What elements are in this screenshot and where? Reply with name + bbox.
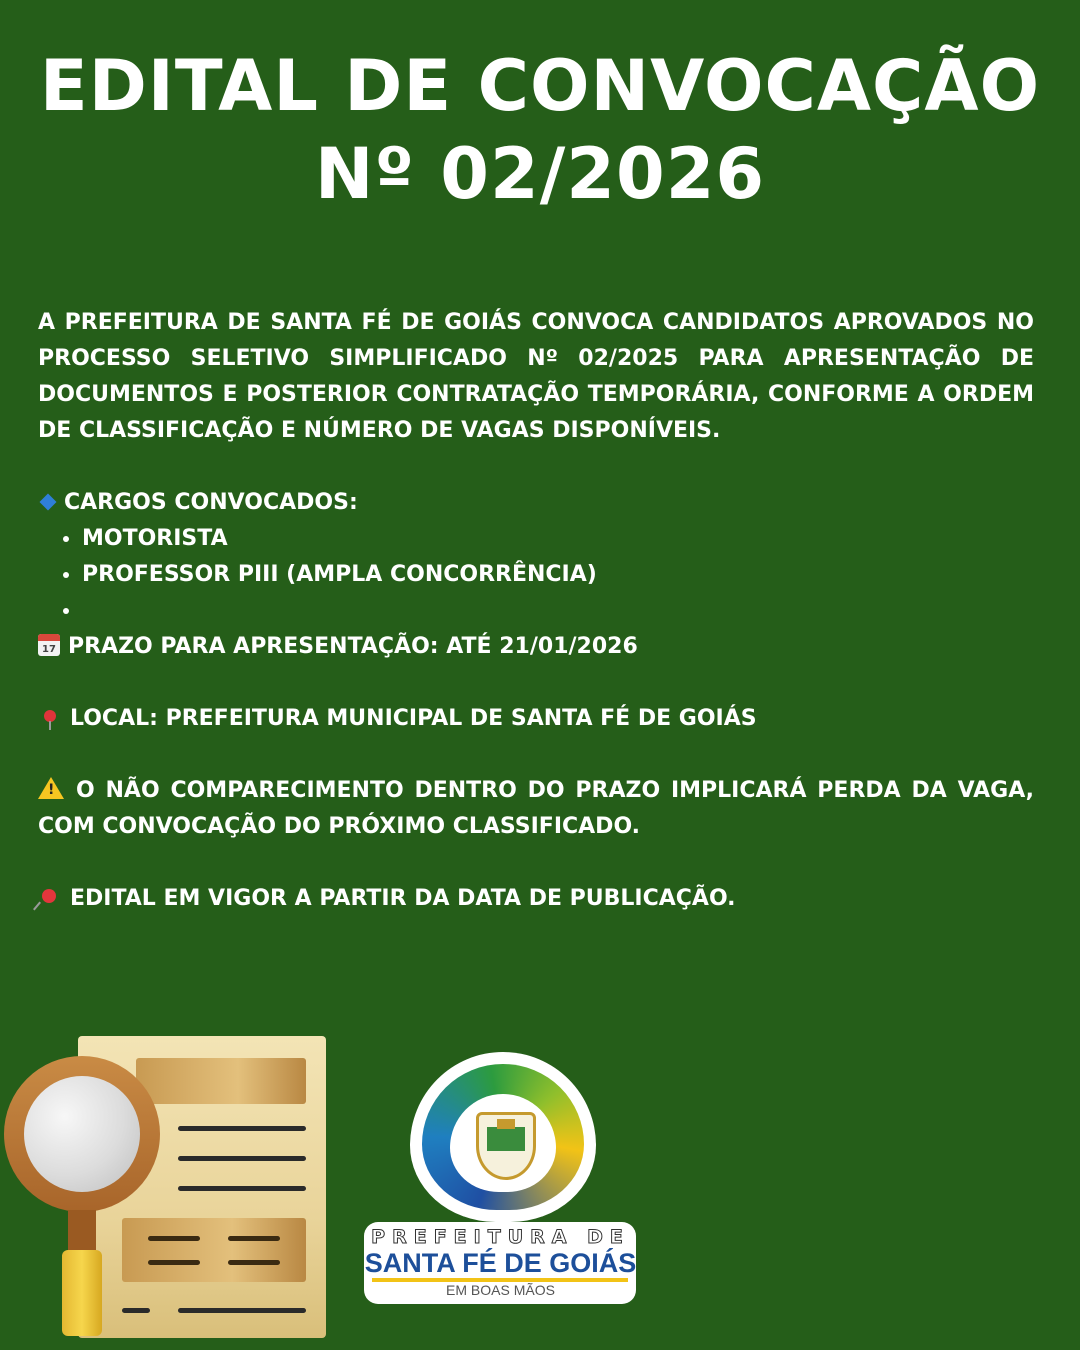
cargos-list [38, 521, 1034, 629]
calendar-icon [38, 634, 60, 656]
title-line-2: Nº 02/2026 [314, 133, 766, 215]
logo-line-1: PREFEITURA DE [371, 1226, 630, 1248]
pushpin-icon [42, 889, 56, 903]
aviso-row [38, 773, 1034, 845]
list-item: • MOTORISTA [82, 521, 1034, 557]
page-title [0, 42, 1080, 218]
blue-diamond-icon [40, 494, 57, 511]
prazo-text: PRAZO PARA APRESENTAÇÃO: ATÉ 21/01/2026 [68, 634, 638, 659]
local-text: LOCAL: PREFEITURA MUNICIPAL DE SANTA FÉ DE GOIÁS [70, 706, 757, 731]
list-item [82, 593, 1034, 629]
warning-icon [38, 777, 64, 799]
cargos-heading: CARGOS CONVOCADOS: [64, 490, 358, 515]
document-magnifier-illustration [0, 1030, 340, 1350]
title-line-1: EDITAL DE CONVOCAÇÃO [39, 45, 1041, 127]
logo-line-3: EM BOAS MÃOS [446, 1282, 555, 1298]
prazo-row [38, 629, 1034, 665]
vigor-text: EDITAL EM VIGOR A PARTIR DA DATA DE PUBLICAÇÃO. [70, 886, 736, 911]
intro-paragraph: A PREFEITURA DE SANTA FÉ DE GOIÁS CONVOCA CANDIDATOS APROVADOS NO PROCESSO SELETIVO SIMPLIFICADO Nº 02/2025 PARA APRESENTAÇÃO DE DOCUMENTOS E POSTERIOR CONTRATAÇÃO TEMPORÁRIA, CONFORME A ORDEM DE CLASSIFICAÇÃO E NÚMERO DE VAGAS DISPONÍVEIS. [38, 310, 1034, 443]
list-item: • PROFESSOR PIII (AMPLA CONCORRÊNCIA) [82, 557, 1034, 593]
calendar-day: 17 [42, 644, 56, 655]
magnifier-neck [68, 1210, 96, 1250]
pin-icon [44, 710, 56, 722]
magnifier-glass [24, 1076, 140, 1192]
notice-body [38, 305, 1034, 917]
prefeitura-logo [358, 1050, 643, 1308]
magnifier-handle [62, 1250, 102, 1336]
vigor-row [38, 881, 1034, 917]
aviso-text: O NÃO COMPARECIMENTO DENTRO DO PRAZO IMPLICARÁ PERDA DA VAGA, COM CONVOCAÇÃO DO PRÓXIMO CLASSIFICADO. [38, 778, 1034, 839]
logo-line-2: SANTA FÉ DE GOIÁS [364, 1248, 637, 1278]
cargos-heading-row [38, 485, 1034, 521]
local-row [38, 701, 1034, 737]
coat-of-arms-icon [476, 1112, 536, 1180]
